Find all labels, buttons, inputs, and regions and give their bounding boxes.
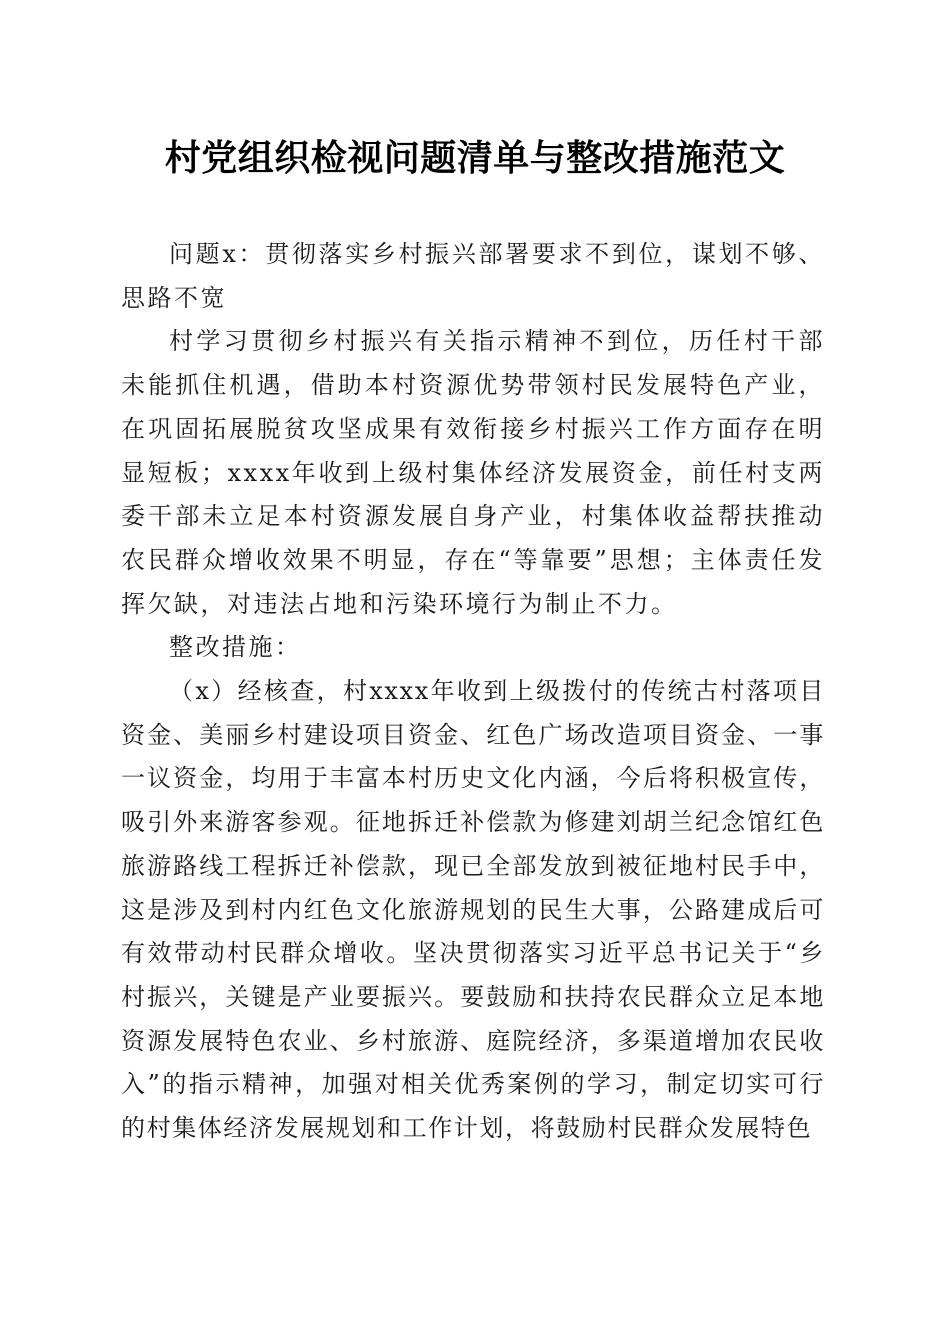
- problem-description: 村学习贯彻乡村振兴有关指示精神不到位，历任村干部未能抓住机遇，借助本村资源优势带领村民发展特色产业，在巩固拓展脱贫攻坚成果有效衔接乡村振兴工作方面存在明显短板；xxxx年收到上级村集体经济发展资金，前任村支两委干部未立足本村资源发展自身产业，村集体收益帮扶推动农民群众增收效果不明显，存在“等靠要”思想；主体责任发挥欠缺，对违法占地和污染环境行为制止不力。: [121, 327, 825, 618]
- measures-heading: 整改措施：: [169, 633, 302, 662]
- document-body: [121, 233, 825, 1151]
- measure-item: （x）经核查，村xxxx年收到上级拨付的传统古村落项目资金、美丽乡村建设项目资金、红色广场改造项目资金、一事一议资金，均用于丰富本村历史文化内涵，今后将积极宣传，吸引外来游客参观。征地拆迁补偿款为修建刘胡兰纪念馆红色旅游路线工程拆迁补偿款，现已全部发放到被征地村民手中，这是涉及到村内红色文化旅游规划的民生大事，公路建成后可有效带动村民群众增收。坚决贯彻落实习近平总书记关于“乡村振兴，关键是产业要振兴。要鼓励和扶持农民群众立足本地资源发展特色农业、乡村旅游、庭院经济，多渠道增加农民收入”的指示精神，加强对相关优秀案例的学习，制定切实可行的村集体经济发展规划和工作计划，将鼓励村民群众发展特色: [121, 677, 825, 1143]
- document-title: 村党组织检视问题清单与整改措施范文: [164, 137, 786, 179]
- problem-heading: 问题x：贯彻落实乡村振兴部署要求不到位，谋划不够、思路不宽: [121, 240, 825, 312]
